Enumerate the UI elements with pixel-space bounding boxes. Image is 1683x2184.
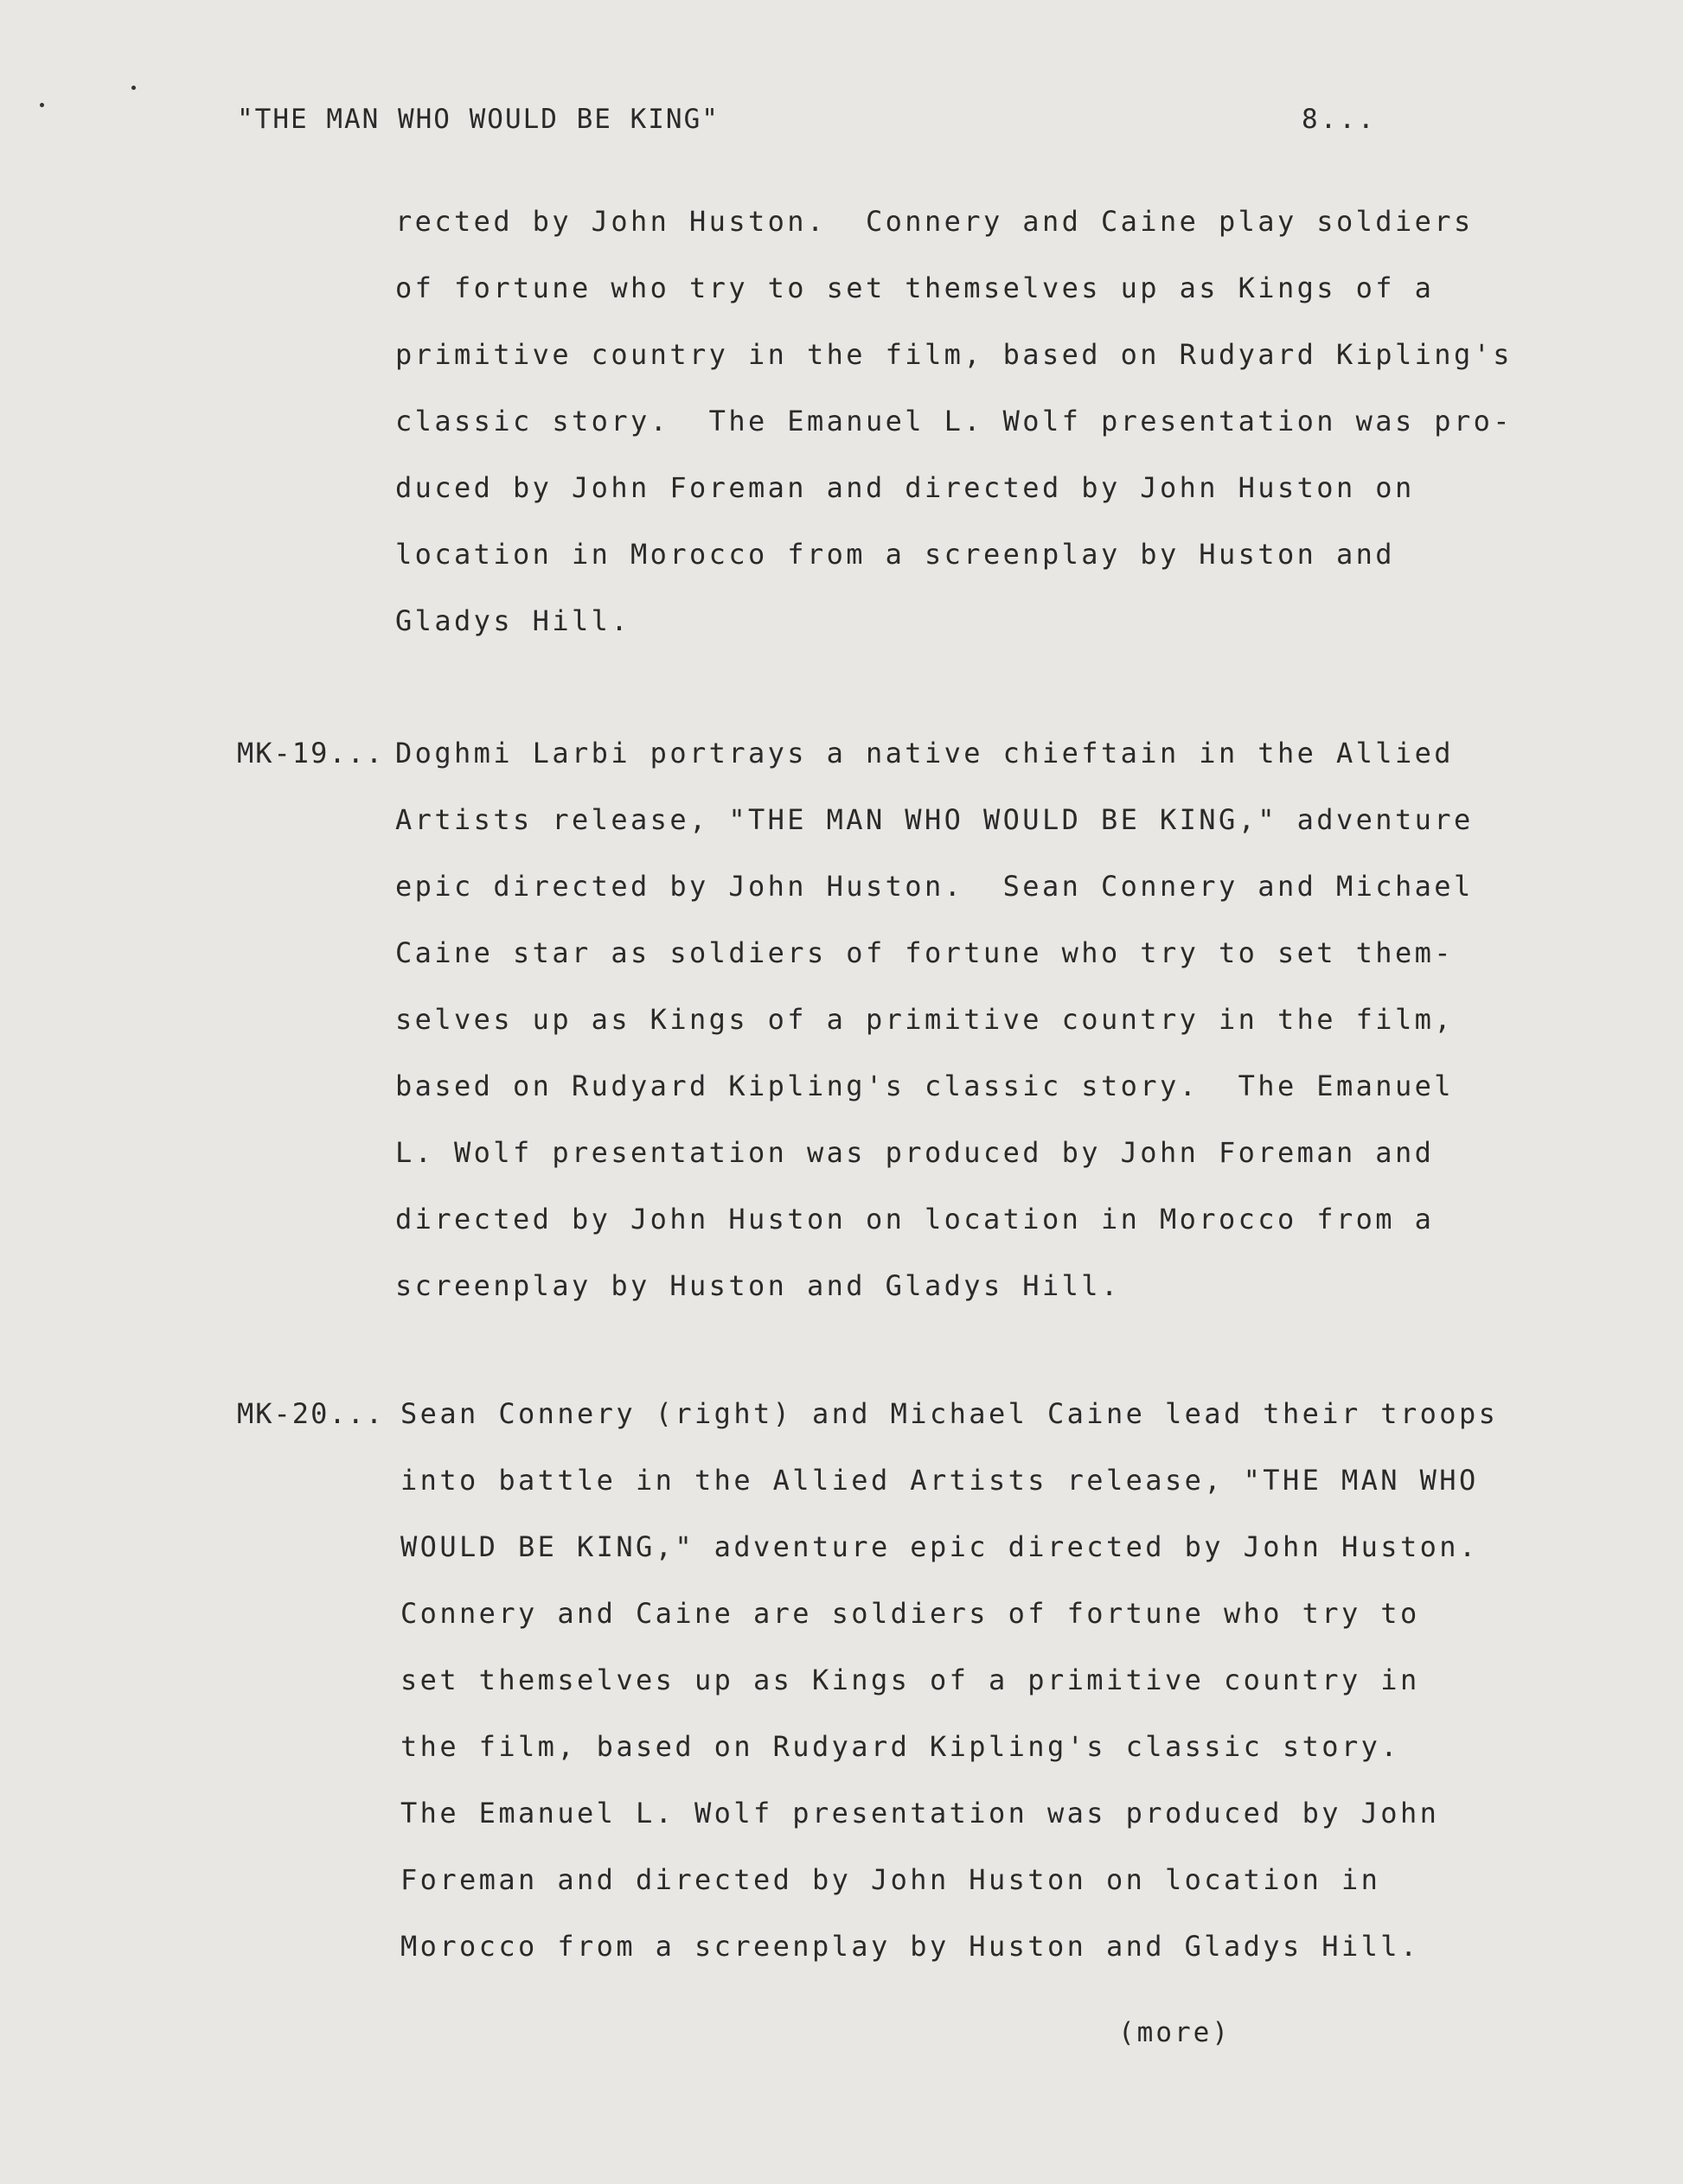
paragraph-line: The Emanuel L. Wolf presentation was produced by John: [400, 1797, 1440, 1830]
caption-id: MK-20...: [237, 1397, 385, 1430]
paper-speck: [131, 86, 136, 90]
paragraph-line: Doghmi Larbi portrays a native chieftain in the Allied: [395, 737, 1454, 770]
more-indicator: (more): [1118, 2017, 1231, 2048]
paragraph-line: primitive country in the film, based on Rudyard Kipling's: [395, 338, 1513, 371]
paragraph-line: based on Rudyard Kipling's classic story. The Emanuel: [395, 1070, 1454, 1102]
paragraph-line: L. Wolf presentation was produced by John Foreman and: [395, 1136, 1435, 1169]
paragraph-line: Caine star as soldiers of fortune who try to set them-: [395, 936, 1454, 969]
paragraph-line: duced by John Foreman and directed by John Huston on: [395, 471, 1415, 504]
paragraph-line: epic directed by John Huston. Sean Connery and Michael: [395, 870, 1474, 903]
paragraph-line: into battle in the Allied Artists release, "THE MAN WHO: [400, 1464, 1479, 1497]
paragraph-line: Foreman and directed by John Huston on location in: [400, 1863, 1381, 1896]
paragraph-line: WOULD BE KING," adventure epic directed by John Huston.: [400, 1530, 1479, 1563]
paragraph-line: of fortune who try to set themselves up as Kings of a: [395, 271, 1435, 304]
paper-speck: [40, 103, 44, 107]
page-number: 8...: [1302, 104, 1377, 135]
paragraph-line: rected by John Huston. Connery and Caine play soldiers: [395, 205, 1474, 238]
paragraph-line: Connery and Caine are soldiers of fortune who try to: [400, 1597, 1420, 1630]
paragraph-line: Gladys Hill.: [395, 604, 630, 637]
paragraph-line: screenplay by Huston and Gladys Hill.: [395, 1269, 1121, 1302]
paragraph-line: set themselves up as Kings of a primitive country in: [400, 1664, 1420, 1696]
paragraph-line: directed by John Huston on location in Morocco from a: [395, 1203, 1435, 1236]
paragraph-line: Sean Connery (right) and Michael Caine lead their troops: [400, 1397, 1499, 1430]
caption-id: MK-19...: [237, 737, 385, 770]
paragraph-line: the film, based on Rudyard Kipling's classic story.: [400, 1730, 1400, 1763]
document-title: "THE MAN WHO WOULD BE KING": [237, 104, 720, 135]
paragraph-line: selves up as Kings of a primitive country in the film,: [395, 1003, 1454, 1036]
paragraph-line: location in Morocco from a screenplay by Huston and: [395, 538, 1395, 571]
paragraph-line: classic story. The Emanuel L. Wolf presentation was pro-: [395, 405, 1513, 437]
paragraph-line: Morocco from a screenplay by Huston and Gladys Hill.: [400, 1930, 1420, 1963]
paragraph-line: Artists release, "THE MAN WHO WOULD BE KING," adventure: [395, 803, 1474, 836]
